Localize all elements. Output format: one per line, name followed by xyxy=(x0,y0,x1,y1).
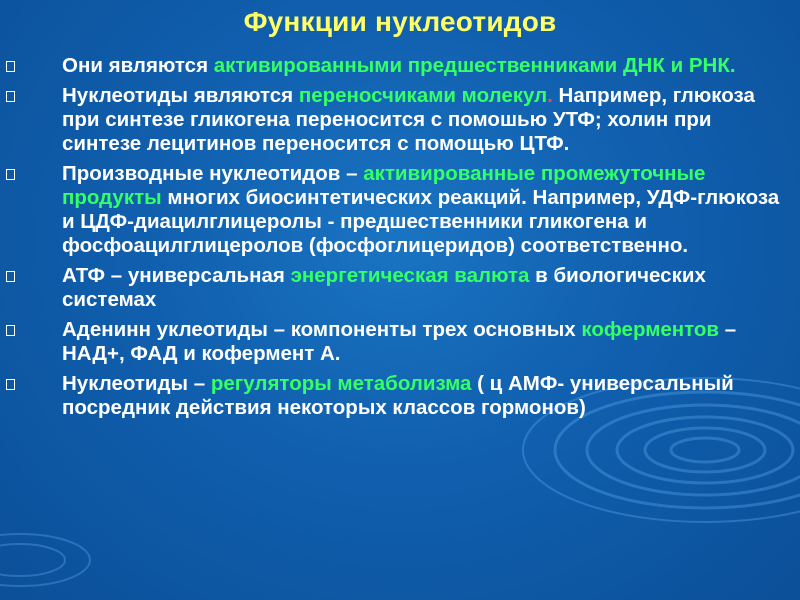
text-segment: Нуклеотиды – xyxy=(62,372,211,395)
text-segment: в биологических системах xyxy=(62,264,706,311)
bullet-item xyxy=(0,318,780,366)
bullet-item xyxy=(0,54,780,78)
text-segment: Производные нуклеотидов – xyxy=(62,162,364,185)
square-box-icon xyxy=(6,379,15,390)
text-segment: Они являются xyxy=(62,54,214,77)
text-segment: Нуклеотиды являются xyxy=(62,84,299,107)
highlighted-term: регуляторы метаболизма xyxy=(210,372,472,395)
square-box-icon xyxy=(6,325,15,336)
square-box-icon xyxy=(6,91,15,102)
text-segment: – НАД+, ФАД и кофермент А. xyxy=(62,318,737,365)
text-segment: многих биосинтетических реакций. Например, УДФ-глюкоза и ЦДФ-диацилглицеролы - предшественники гликогена и фосфоацилглицеролов (фосфоглицеридов) соответственно. xyxy=(62,186,780,257)
highlighted-term: активированные промежуточные продукты xyxy=(62,162,706,209)
text-segment: Аденинн уклеотиды – компоненты трех основных xyxy=(62,318,582,341)
bullet-text xyxy=(62,372,734,419)
text-segment: ( ц АМФ- универсальный посредник действия некоторых классов гормонов) xyxy=(62,372,734,419)
square-box-icon xyxy=(6,61,15,72)
red-period: . xyxy=(547,84,553,107)
bullet-item xyxy=(0,264,780,312)
bullet-list xyxy=(0,54,780,426)
bullet-text xyxy=(62,264,706,311)
bullet-text xyxy=(62,318,736,365)
highlighted-term: активированными предшественниками ДНК и РНК. xyxy=(213,54,736,77)
bullet-item xyxy=(0,162,780,258)
bullet-item xyxy=(0,372,780,420)
slide-title: Функции нуклеотидов xyxy=(243,6,557,37)
highlighted-term: коферментов xyxy=(581,318,720,341)
square-box-icon xyxy=(6,271,15,282)
bullet-item xyxy=(0,84,780,156)
bullet-text xyxy=(62,84,755,155)
bullet-text xyxy=(62,162,779,257)
highlighted-term: переносчиками молекул xyxy=(298,84,548,107)
square-box-icon xyxy=(6,169,15,180)
text-segment: АТФ – универсальная xyxy=(62,264,291,287)
highlighted-term: энергетическая валюта xyxy=(290,264,530,287)
text-segment: Например, глюкоза при синтезе гликогена переносится с помошью УТФ; холин при синтезе лецитинов переносится с помощью ЦТФ. xyxy=(62,84,755,155)
bullet-text xyxy=(62,54,736,77)
